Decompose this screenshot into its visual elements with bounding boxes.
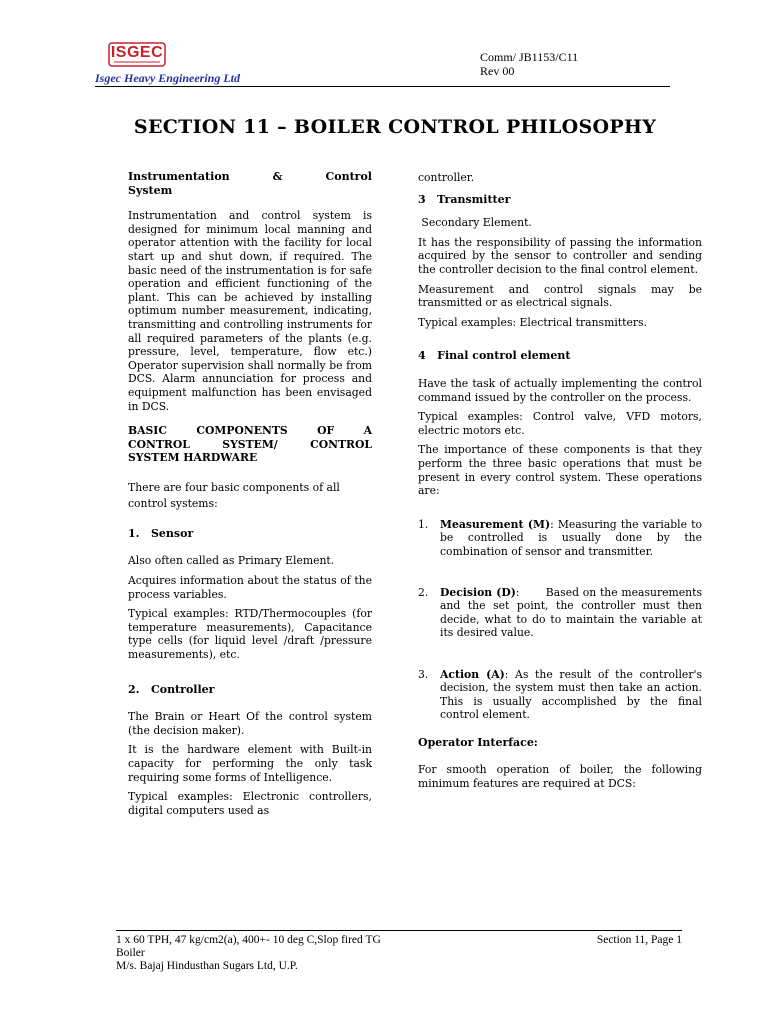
list-number: 1.: [418, 517, 429, 531]
section-title: SECTION 11 – BOILER CONTROL PHILOSOPHY: [133, 116, 657, 138]
decision-term: Decision (D): [440, 585, 516, 599]
right-column: [418, 171, 706, 790]
footer-rule: [116, 930, 682, 931]
header-rule: [95, 86, 670, 87]
left-column: [128, 170, 372, 817]
controller-para-1: The Brain or Heart Of the control system (the decision maker).: [128, 710, 372, 737]
ic-heading-line1: Instrumentation & Control: [128, 170, 372, 183]
four-components-text: There are four basic components of all control systems:: [128, 480, 340, 510]
doc-number: Comm/ JB1153/C11: [480, 50, 579, 64]
measurement-text: : Measuring the variable to be controlled is usually done by the combination of sensor and transmitter.: [440, 517, 702, 558]
decision-text: : Based on the measurements and the set point, the controller must then decide, what to do to maintain the variable at its desired value.: [440, 585, 706, 640]
revision: Rev 00: [480, 64, 515, 78]
transmitter-para-3: Measurement and control signals may be transmitted or as electrical signals.: [418, 282, 702, 310]
footer-left: [116, 934, 436, 973]
footer-client: M/s. Bajaj Hindusthan Sugars Ltd, U.P.: [116, 960, 298, 972]
list-item: [418, 668, 702, 738]
operation-list: [418, 517, 706, 738]
final-control-heading: 4 Final control element: [418, 349, 571, 363]
action-text: : As the result of the controller's decision, the system must then take an action. This is usually accomplished by the final control element.: [440, 667, 702, 722]
measurement-term: Measurement (M): [440, 517, 551, 531]
list-item: [418, 585, 706, 656]
controller-heading: 2. Controller: [128, 682, 215, 696]
footer-project-cont: Boiler: [116, 947, 145, 959]
footer-project: 1 x 60 TPH, 47 kg/cm2(a), 400+- 10 deg C,Slop fired TG: [116, 934, 381, 946]
list-number: 3.: [418, 667, 429, 681]
controller-continued: controller.: [418, 171, 475, 184]
controller-para-2: It is the hardware element with Built-in capacity for performing the only task requiring some forms of Intelligence.: [128, 743, 372, 784]
sensor-para-3: Typical examples: RTD/Thermocouples (for temperature measurements), Capacitance type cells (for liquid level /draft /pressure measurements), etc.: [128, 607, 372, 662]
list-item: [418, 518, 702, 574]
transmitter-heading: 3 Transmitter: [418, 192, 511, 206]
operator-interface-para: For smooth operation of boiler, the following minimum features are required at DCS:: [418, 763, 702, 790]
document-reference: [480, 50, 578, 78]
sensor-heading: 1. Sensor: [128, 526, 194, 540]
logo-wordmark: ISGEC: [110, 44, 164, 61]
list-number: 2.: [418, 585, 429, 599]
transmitter-para-2: It has the responsibility of passing the information acquired by the sensor to controller and sending the controller decision to the final control element.: [418, 235, 702, 276]
fce-para-1: Have the task of actually implementing the control command issued by the controller on the process.: [418, 376, 702, 404]
transmitter-para-1: Secondary Element.: [418, 216, 532, 230]
fce-para-3: The importance of these components is that they perform the three basic operations that must be present in every control system. These operations are:: [418, 443, 702, 498]
transmitter-para-4: Typical examples: Electrical transmitters.: [418, 315, 647, 329]
action-term: Action (A): [440, 667, 505, 681]
sensor-para-1: Also often called as Primary Element.: [128, 554, 335, 568]
fce-para-2: Typical examples: Control valve, VFD motors, electric motors etc.: [418, 410, 702, 437]
operator-interface-heading: Operator Interface:: [418, 735, 538, 749]
company-name: Isgec Heavy Engineering Ltd: [95, 71, 240, 85]
page-number: Section 11, Page 1: [596, 934, 682, 946]
ic-heading-line2: System: [128, 183, 173, 197]
sensor-para-2: Acquires information about the status of the process variables.: [128, 574, 372, 601]
ic-paragraph: Instrumentation and control system is designed for minimum local manning and operator attention with the facility for local start up and shut down, if required. The basic need of the instrumentation is for safe operation and efficient functioning of the plant. This can be achieved by installing optimum number measurement, indicating, transmitting and controlling instruments for all required parameters of the plants (e.g. pressure, level, temperature, flow etc.) Operator supervision shall normally be from DCS. Alarm annunciation for process and equipment malfunction has been envisaged in DCS.: [128, 209, 372, 413]
basic-components-heading: BASIC COMPONENTS OF A CONTROL SYSTEM/ CONTROL SYSTEM HARDWARE: [128, 424, 372, 465]
controller-para-3: Typical examples: Electronic controllers, digital computers used as: [128, 790, 372, 817]
